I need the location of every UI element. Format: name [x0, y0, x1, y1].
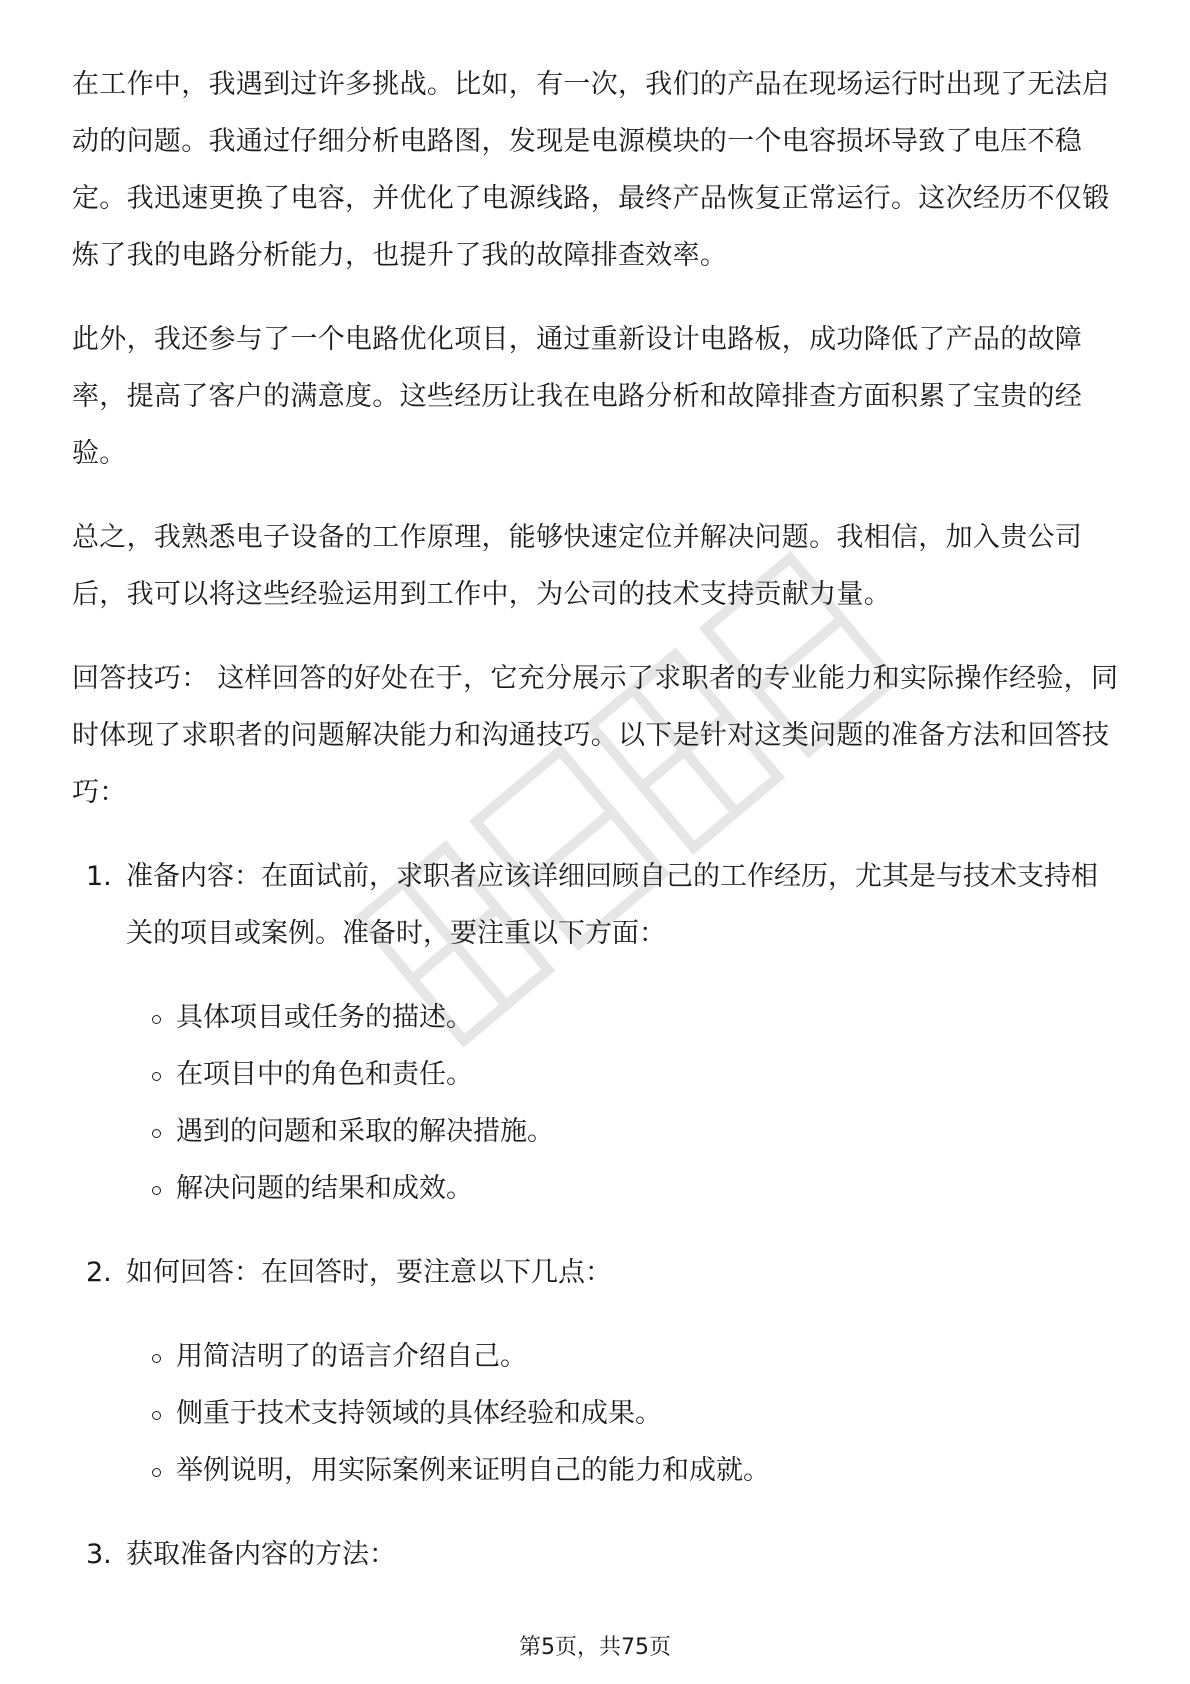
paragraph: 在工作中，我遇到过许多挑战。比如，有一次，我们的产品在现场运行时出现了无法启动的问题。我通过仔细分析电路图，发现是电源模块的一个电容损坏导致了电压不稳定。我迅速更换了电容，并优化了电源线路，最终产品恢复正常运行。这次经历不仅锻炼了我的电路分析能力，也提升了我的故障排查效率。	[72, 69, 1110, 271]
paragraph: 此外，我还参与了一个电路优化项目，通过重新设计电路板，成功降低了产品的故障率，提高了客户的满意度。这些经历让我在电路分析和故障排查方面积累了宝贵的经验。	[72, 324, 1083, 469]
sub-list-item-text: 解决问题的结果和成效。	[176, 1173, 473, 1204]
sub-list-item	[126, 1442, 1120, 1499]
sub-list-item-text: 用简洁明了的语言介绍自己。	[176, 1341, 527, 1372]
circle-bullet-icon	[152, 1186, 161, 1195]
sub-list-item-text: 遇到的问题和采取的解决措施。	[176, 1116, 554, 1147]
numbered-list	[72, 848, 1120, 1583]
sub-list-item	[126, 1046, 1120, 1103]
sub-list	[126, 989, 1120, 1217]
document-body	[72, 56, 1120, 1610]
circle-bullet-icon	[152, 1354, 161, 1363]
sub-list-item	[126, 1385, 1120, 1442]
list-item-text: 如何回答：在回答时，要注意以下几点：	[126, 1257, 612, 1288]
sub-list-item	[126, 1103, 1120, 1160]
circle-bullet-icon	[152, 1411, 161, 1420]
circle-bullet-icon	[152, 1015, 161, 1024]
paragraph: 总之，我熟悉电子设备的工作原理，能够快速定位并解决问题。我相信，加入贵公司后，我可以将这些经验运用到工作中，为公司的技术支持贡献力量。	[72, 522, 1083, 610]
list-number: 1.	[86, 861, 112, 892]
sub-list-item	[126, 1160, 1120, 1217]
sub-list-item	[126, 989, 1120, 1046]
sub-list	[126, 1328, 1120, 1499]
list-item	[72, 848, 1120, 1217]
list-item	[72, 1244, 1120, 1499]
sub-list-item-text: 具体项目或任务的描述。	[176, 1002, 473, 1033]
page-footer: 第5页，共75页	[519, 1635, 671, 1660]
circle-bullet-icon	[152, 1129, 161, 1138]
sub-list-item-text: 举例说明，用实际案例来证明自己的能力和成就。	[176, 1455, 770, 1486]
list-item-text: 准备内容：在面试前，求职者应该详细回顾自己的工作经历，尤其是与技术支持相关的项目或案例。准备时，要注重以下方面：	[126, 861, 1098, 949]
sub-list-item-text: 侧重于技术支持领域的具体经验和成果。	[176, 1398, 662, 1429]
list-number: 3.	[86, 1539, 112, 1570]
sub-list-item	[126, 1328, 1120, 1385]
list-item-text: 获取准备内容的方法：	[126, 1539, 396, 1570]
list-item	[72, 1526, 1120, 1583]
answer-tips-paragraph: 回答技巧： 这样回答的好处在于，它充分展示了求职者的专业能力和实际操作经验，同时体现了求职者的问题解决能力和沟通技巧。以下是针对这类问题的准备方法和回答技巧：	[72, 663, 1119, 808]
sub-list-item-text: 在项目中的角色和责任。	[176, 1059, 473, 1090]
circle-bullet-icon	[152, 1468, 161, 1477]
list-number: 2.	[86, 1257, 112, 1288]
circle-bullet-icon	[152, 1072, 161, 1081]
